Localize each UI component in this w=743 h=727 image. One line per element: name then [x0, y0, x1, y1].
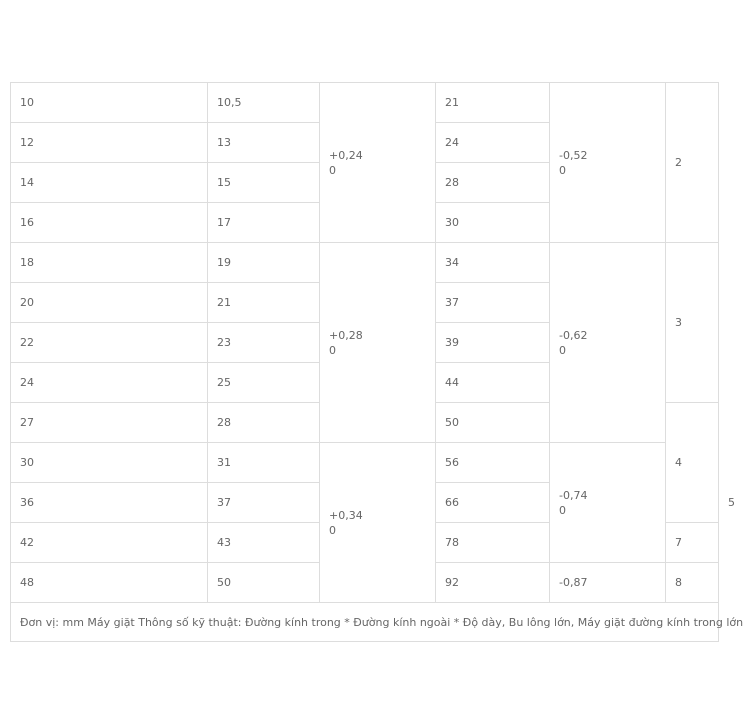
- thickness-cell: 50: [436, 403, 550, 443]
- last-column-cell: 7: [666, 523, 719, 563]
- thickness-cell: 21: [436, 83, 550, 123]
- outer-diameter-cell: 31: [208, 443, 320, 483]
- tolerance-upper: -0,52: [559, 148, 588, 162]
- tolerance-upper: -0,74: [559, 488, 588, 502]
- outer-diameter-cell: 23: [208, 323, 320, 363]
- outer-diameter-cell: 43: [208, 523, 320, 563]
- outer-diameter-cell: 37: [208, 483, 320, 523]
- last-column-cell: 4: [666, 403, 719, 523]
- thickness-cell: 39: [436, 323, 550, 363]
- thickness-cell: 56: [436, 443, 550, 483]
- outer-diameter-cell: 19: [208, 243, 320, 283]
- thickness-cell: 34: [436, 243, 550, 283]
- outer-diameter-cell: 13: [208, 123, 320, 163]
- table-caption: Đơn vị: mm Máy giặt Thông số kỹ thuật: Đường kính trong * Đường kính ngoài * Độ dày, Bu lông lớn, Máy giặt đường kính trong lớn: [11, 603, 719, 642]
- tolerance-cell: [550, 443, 666, 563]
- inner-diameter-cell: 14: [11, 163, 208, 203]
- last-column-cell: 2: [666, 83, 719, 243]
- inner-diameter-cell: 42: [11, 523, 208, 563]
- outer-diameter-cell: 21: [208, 283, 320, 323]
- tolerance-upper: +0,34: [329, 508, 363, 522]
- table-row: 36 37 66 5: [11, 483, 719, 523]
- washer-spec-table: [10, 82, 743, 642]
- thickness-cell: 30: [436, 203, 550, 243]
- thickness-cell: 37: [436, 283, 550, 323]
- tolerance-cell: [320, 83, 436, 243]
- outer-diameter-cell: 10,5: [208, 83, 320, 123]
- inner-diameter-cell: 10: [11, 83, 208, 123]
- tolerance-lower: 0: [559, 163, 566, 177]
- thickness-cell: 66: [436, 483, 550, 523]
- outer-diameter-cell: 28: [208, 403, 320, 443]
- tolerance-cell: [550, 563, 666, 603]
- inner-diameter-cell: 48: [11, 563, 208, 603]
- inner-diameter-cell: 22: [11, 323, 208, 363]
- thickness-cell: 44: [436, 363, 550, 403]
- tolerance-upper: -0,87: [559, 576, 588, 589]
- outer-diameter-cell: 25: [208, 363, 320, 403]
- thickness-cell: 24: [436, 123, 550, 163]
- outer-diameter-cell: 17: [208, 203, 320, 243]
- inner-diameter-cell: 20: [11, 283, 208, 323]
- tolerance-upper: +0,24: [329, 148, 363, 162]
- table-row: [11, 83, 719, 123]
- tolerance-lower: 0: [559, 503, 566, 517]
- thickness-cell: 28: [436, 163, 550, 203]
- last-column-cell: 3: [666, 243, 719, 403]
- tolerance-cell: [320, 243, 436, 443]
- tolerance-cell: [550, 83, 666, 243]
- inner-diameter-cell: 16: [11, 203, 208, 243]
- inner-diameter-cell: 24: [11, 363, 208, 403]
- tolerance-lower: 0: [329, 163, 336, 177]
- thickness-cell: 78: [436, 523, 550, 563]
- tolerance-lower: 0: [329, 343, 336, 357]
- spec-table-wrapper: [10, 82, 743, 642]
- tolerance-cell: [320, 443, 436, 603]
- inner-diameter-cell: 30: [11, 443, 208, 483]
- table-row: [11, 443, 719, 483]
- thickness-cell: 92: [436, 563, 550, 603]
- inner-diameter-cell: 18: [11, 243, 208, 283]
- inner-diameter-cell: 12: [11, 123, 208, 163]
- outer-diameter-cell: 50: [208, 563, 320, 603]
- tolerance-lower: 0: [559, 343, 566, 357]
- tolerance-lower: 0: [329, 523, 336, 537]
- table-row: [11, 243, 719, 283]
- last-column-cell: 8: [666, 563, 719, 603]
- caption-row: [11, 603, 719, 642]
- outer-diameter-cell: 15: [208, 163, 320, 203]
- inner-diameter-cell: 36: [11, 483, 208, 523]
- tolerance-upper: -0,62: [559, 328, 588, 342]
- tolerance-cell: [550, 243, 666, 443]
- inner-diameter-cell: 27: [11, 403, 208, 443]
- tolerance-upper: +0,28: [329, 328, 363, 342]
